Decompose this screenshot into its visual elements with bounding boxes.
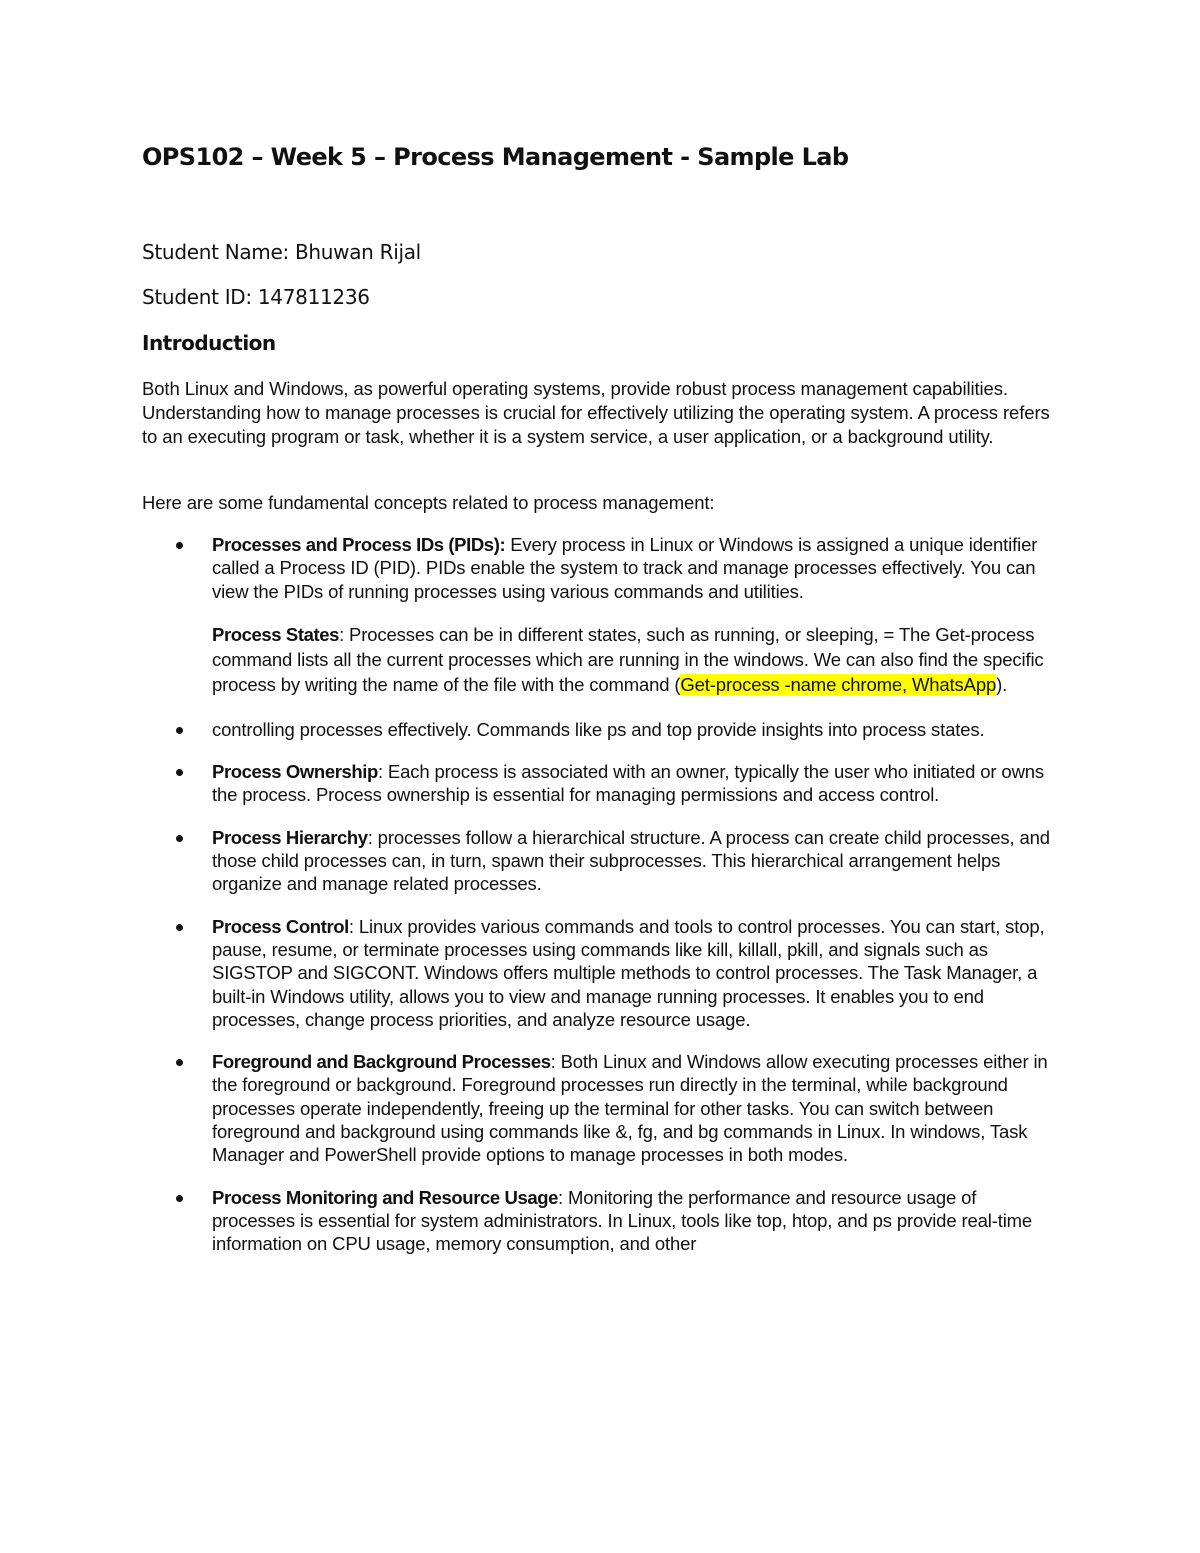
term-hierarchy: Process Hierarchy	[212, 826, 368, 848]
concepts-intro: Here are some fundamental concepts related to process management:	[142, 492, 715, 513]
bullet-icon	[176, 835, 183, 842]
term-control: Process Control	[212, 915, 349, 937]
text-monitoring: : Monitoring the performance and resource usage of processes is essential for system administrators. In Linux, tools like top, htop, and ps provide real-time information on CPU usage, memory consumption, and other	[212, 1186, 1033, 1255]
term-pids: Processes and Process IDs (PIDs):	[212, 534, 506, 555]
text-hierarchy: : processes follow a hierarchical structure. A process can create child processes, and those child processes can, in turn, spawn their subprocesses. This hierarchical arrangement helps organize and manage related processes.	[212, 826, 1050, 895]
list-item	[142, 826, 1062, 896]
list-item	[142, 760, 1062, 807]
text-control: : Linux provides various commands and tools to control processes. You can start, stop, pause, resume, or terminate processes using commands like kill, killall, pkill, and signals such as SIGSTOP and SIGCONT. Windows offers multiple methods to control processes. The Task Manager, a built-in Windows utility, allows you to view and manage running processes. It enables you to end processes, change process priorities, and analyze resource usage.	[212, 915, 1045, 1030]
term-process-states: Process States	[212, 623, 340, 645]
text-ownership: : Each process is associated with an owner, typically the user who initiated or owns the process. Process ownership is essential for managing permissions and access control.	[212, 761, 1045, 806]
text-process-states: : Processes can be in different states, such as running, or sleeping, = The Get-process command lists all the current processes which are running in the windows. We can also find the specific process by writing the name of the file with the command (	[212, 623, 1044, 695]
bullet-icon	[176, 727, 183, 734]
bullet-icon	[176, 542, 183, 549]
bullet-icon	[176, 769, 183, 776]
list-item	[142, 915, 1062, 1031]
term-foreground-background: Foreground and Background Processes	[212, 1051, 551, 1073]
concepts-list	[142, 533, 1062, 1275]
highlighted-command: Get-process -name chrome, WhatsApp	[680, 673, 997, 695]
term-ownership: Process Ownership	[212, 761, 378, 783]
student-id: Student ID: 147811236	[142, 285, 370, 309]
text-foreground-background: : Both Linux and Windows allow executing processes either in the foreground or background. Foreground processes run directly in the terminal, while background processes operate independently, freeing up the terminal for other tasks. You can switch between foreground and background using commands like &, fg, and bg commands in Linux. In windows, Task Manager and PowerShell provide options to manage processes in both modes.	[212, 1051, 1048, 1166]
text-pids: Every process in Linux or Windows is assigned a unique identifier called a Process ID (PID). PIDs enable the system to track and manage processes effectively. You can view the PIDs of running processes using various commands and utilities.	[212, 534, 1038, 602]
document-title: OPS102 – Week 5 – Process Management - Sample Lab	[142, 143, 849, 171]
list-item	[142, 1050, 1062, 1166]
student-name: Student Name: Bhuwan Rijal	[142, 240, 421, 264]
bullet-icon	[176, 924, 183, 931]
bullet-icon	[176, 1059, 183, 1066]
section-heading-introduction: Introduction	[142, 331, 276, 355]
process-states-paragraph	[142, 622, 1062, 697]
list-item	[142, 1186, 1062, 1256]
text-controlling: controlling processes effectively. Commands like ps and top provide insights into process states.	[212, 718, 985, 740]
bullet-icon	[176, 1195, 183, 1202]
text-process-states-tail: ).	[996, 673, 1008, 695]
list-item	[142, 533, 1062, 603]
term-monitoring: Process Monitoring and Resource Usage	[212, 1186, 559, 1208]
list-item	[142, 718, 1062, 741]
intro-paragraph: Both Linux and Windows, as powerful operating systems, provide robust process management capabilities. Understanding how to manage processes is crucial for effectively utilizing the operating system. A process refers to an executing program or task, whether it is a system service, a user application, or a background utility.	[142, 378, 1050, 447]
